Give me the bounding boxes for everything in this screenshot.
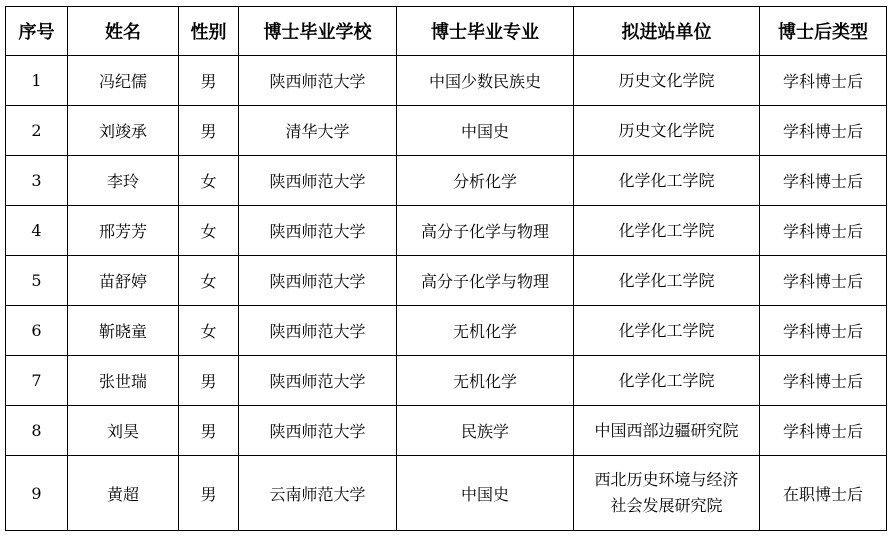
cell-school: 陕西师范大学 [239,356,397,406]
header-gender: 性别 [179,7,239,56]
unit-line: 西北历史环境与经济 [594,470,739,489]
cell-unit [574,356,760,406]
cell-unit [574,406,760,456]
table-row [6,206,887,256]
header-school: 博士毕业学校 [239,7,397,56]
cell-seq: 4 [6,206,68,256]
cell-name: 冯纪儒 [68,56,179,106]
table-row [6,456,887,531]
cell-seq: 3 [6,156,68,206]
header-row [6,7,887,56]
cell-gender: 男 [179,406,239,456]
unit-line: 历史文化学院 [618,70,715,90]
unit-line: 化学化工学院 [618,270,715,290]
unit-line: 中国西部边疆研究院 [594,420,739,440]
cell-seq: 2 [6,106,68,156]
cell-type: 在职博士后 [760,456,887,531]
cell-type: 学科博士后 [760,256,887,306]
table-row [6,356,887,406]
cell-major: 无机化学 [397,306,574,356]
cell-gender: 男 [179,356,239,406]
table-row [6,56,887,106]
table-body [6,56,887,531]
cell-major: 高分子化学与物理 [397,256,574,306]
header-seq: 序号 [6,7,68,56]
table-row [6,306,887,356]
cell-gender: 女 [179,306,239,356]
cell-major: 民族学 [397,406,574,456]
unit-line: 化学化工学院 [618,320,715,340]
cell-school: 陕西师范大学 [239,306,397,356]
cell-name: 张世瑞 [68,356,179,406]
cell-name: 靳晓童 [68,306,179,356]
cell-seq: 9 [6,456,68,531]
postdoc-roster-table [5,6,887,531]
cell-type: 学科博士后 [760,56,887,106]
cell-type: 学科博士后 [760,406,887,456]
cell-unit [574,56,760,106]
unit-line: 化学化工学院 [618,220,715,240]
header-unit: 拟进站单位 [574,7,760,56]
cell-major: 分析化学 [397,156,574,206]
header-name: 姓名 [68,7,179,56]
cell-school: 陕西师范大学 [239,256,397,306]
cell-major: 高分子化学与物理 [397,206,574,256]
cell-seq: 5 [6,256,68,306]
table-row [6,256,887,306]
cell-name: 刘竣承 [68,106,179,156]
cell-name: 黄超 [68,456,179,531]
cell-type: 学科博士后 [760,106,887,156]
cell-gender: 男 [179,456,239,531]
cell-unit [574,256,760,306]
cell-gender: 男 [179,106,239,156]
unit-line: 化学化工学院 [618,370,715,390]
cell-type: 学科博士后 [760,156,887,206]
table-row [6,106,887,156]
cell-name: 邢芳芳 [68,206,179,256]
header-major: 博士毕业专业 [397,7,574,56]
cell-name: 李玲 [68,156,179,206]
cell-school: 陕西师范大学 [239,406,397,456]
cell-type: 学科博士后 [760,206,887,256]
cell-unit [574,206,760,256]
cell-seq: 1 [6,56,68,106]
header-type: 博士后类型 [760,7,887,56]
cell-unit [574,456,760,531]
unit-line: 社会发展研究院 [610,496,723,515]
cell-unit [574,156,760,206]
unit-line: 化学化工学院 [618,170,715,190]
cell-gender: 女 [179,206,239,256]
cell-seq: 6 [6,306,68,356]
table-row [6,156,887,206]
cell-seq: 8 [6,406,68,456]
cell-gender: 男 [179,56,239,106]
cell-school: 清华大学 [239,106,397,156]
cell-unit [574,306,760,356]
cell-name: 苗舒婷 [68,256,179,306]
cell-school: 陕西师范大学 [239,156,397,206]
cell-major: 无机化学 [397,356,574,406]
cell-school: 陕西师范大学 [239,206,397,256]
cell-major: 中国史 [397,456,574,531]
cell-gender: 女 [179,256,239,306]
cell-name: 刘昊 [68,406,179,456]
cell-major: 中国少数民族史 [397,56,574,106]
cell-seq: 7 [6,356,68,406]
unit-line: 历史文化学院 [618,120,715,140]
cell-type: 学科博士后 [760,356,887,406]
cell-type: 学科博士后 [760,306,887,356]
cell-unit [574,106,760,156]
cell-school: 云南师范大学 [239,456,397,531]
cell-gender: 女 [179,156,239,206]
table-row [6,406,887,456]
cell-school: 陕西师范大学 [239,56,397,106]
cell-major: 中国史 [397,106,574,156]
